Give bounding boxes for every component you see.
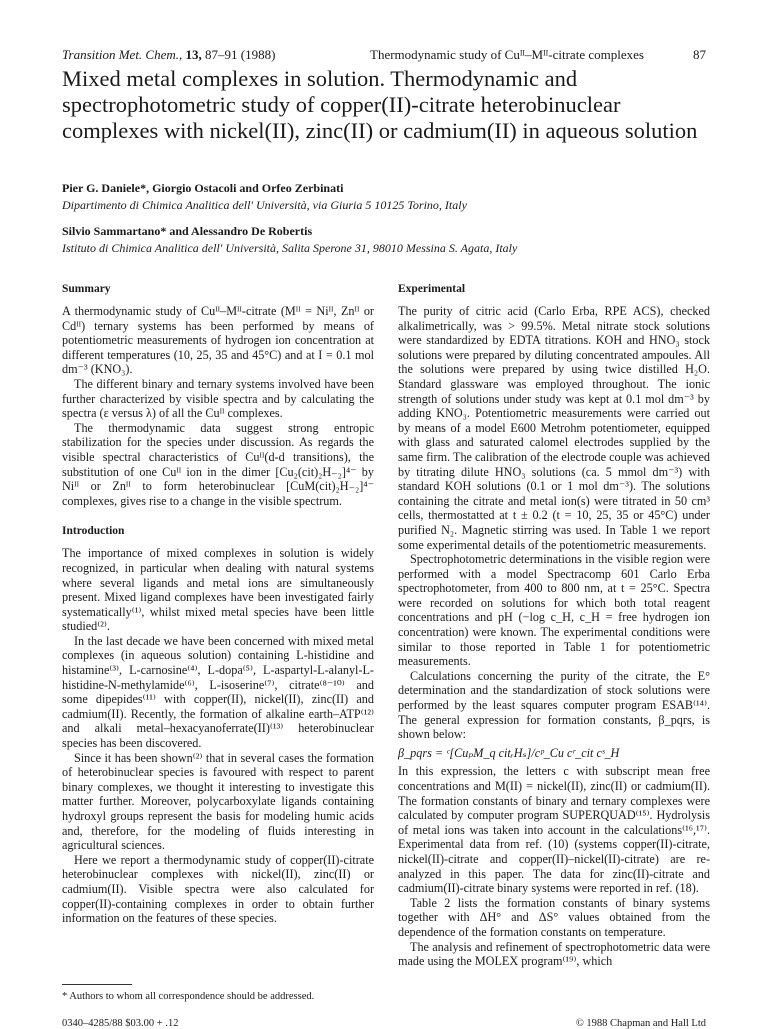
running-title: Thermodynamic study of Cuᴵᴵ–Mᴵᴵ-citrate complexes <box>370 47 644 62</box>
right-column <box>398 282 710 969</box>
experimental-paragraph-2: Spectrophotometric determinations in the visible region were performed with a model Spectracomp 601 Carlo Erba spectrophotometer, from 400 to 800 nm, at t = 25°C. Spectra were recorded on solutions for which both total reagent concentrations and pH (−log c_H, c_H = free hydrogen ion concentration) were known. The experimental conditions were similar to those reported in Table 1 for potentiometric measurements. <box>398 552 710 669</box>
formation-constant-equation: β_pqrs = ᶜ[CuₚM_q citᵣHₛ]/cᵖ_Cu cʳ_cit cˢ_H <box>398 745 620 760</box>
copyright: © 1988 Chapman and Hall Ltd <box>575 1018 706 1029</box>
summary-paragraph-3: The thermodynamic data suggest strong entropic stabilization for the species under discussion. As regards the visible spectral characteristics of Cuᴵᴵ(d-d transitions), the substitution of one Cuᴵᴵ ion in the dimer [Cu₂(cit)₂H₋₂]⁴⁻ by Niᴵᴵ or Znᴵᴵ to form heterobinuclear [CuM(cit)₂H₋₂]⁴⁻ complexes, gives rise to a change in the visible spectrum. <box>62 420 374 508</box>
journal-citation <box>62 46 275 64</box>
affiliation-1: Dipartimento di Chimica Analitica dell' Università, via Giuria 5 10125 Torino, Italy <box>62 198 467 212</box>
introduction-paragraph-3: Since it has been shown⁽²⁾ that in several cases the formation of heterobinuclear species is favoured with respect to parent binary complexes, we thought it interesting to investigate this matter further. Moreover, polycarboxylate ligands containing hydroxyl groups represent the basis for modeling humic acids and, therefore, for the modeling of fluids interesting in agricultural sciences. <box>62 750 374 853</box>
introduction-paragraph-4: Here we report a thermodynamic study of copper(II)-citrate heterobinuclear complexes with nickel(II), zinc(II) or cadmium(II). Visible spectra were also calculated for copper(II)-containing complexes in order to obtain further information on the features of these species. <box>62 852 374 926</box>
experimental-paragraph-3: Calculations concerning the purity of the citrate, the E° determination and the standardization of stock solutions were performed by the least squares computer program ESAB⁽¹⁴⁾. The general expression for formation constants, β_pqrs, is shown below: <box>398 668 710 742</box>
authors-group-1: Pier G. Daniele*, Giorgio Ostacoli and Orfeo Zerbinati <box>62 181 344 195</box>
footnote-divider <box>62 984 132 985</box>
page-number: 87 <box>693 47 706 62</box>
journal-name: Transition Met. Chem., <box>62 47 183 62</box>
journal-pages: 87–91 (1988) <box>205 47 276 62</box>
experimental-paragraph-5: Table 2 lists the formation constants of binary systems together with ΔH° and ΔS° values obtained from the dependence of the formation constants on temperature. <box>398 895 710 939</box>
experimental-heading: Experimental <box>398 283 466 295</box>
left-column <box>62 282 374 926</box>
introduction-paragraph-2: In the last decade we have been concerned with mixed metal complexes (in aqueous solution) containing L-histidine and histamine⁽³⁾, L-carnosine⁽⁴⁾, L-dopa⁽⁵⁾, L-aspartyl-L-alanyl-L-histidine-N-methylamide⁽⁶⁾, L-isoserine⁽⁷⁾, citrate⁽⁸⁻¹⁰⁾ and some dipepides⁽¹¹⁾ with copper(II), nickel(II), zinc(II) and cadmium(II). Recently, the formation of alkaline earth–ATP⁽¹²⁾ and alkali metal–hexacyanoferrate(II)⁽¹³⁾ heterobinuclear species has been discovered. <box>62 633 374 751</box>
authors-group-2: Silvio Sammartano* and Alessandro De Robertis <box>62 224 313 238</box>
article-title: Mixed metal complexes in solution. Thermodynamic and spectrophotometric study of copper(II)-citrate heterobinuclear complexes with nickel(II), zinc(II) or cadmium(II) in aqueous solution <box>62 66 698 143</box>
summary-paragraph-2: The different binary and ternary systems involved have been further characterized by visible spectra and by calculating the spectra (ε versus λ) of all the Cuᴵᴵ complexes. <box>62 376 374 421</box>
introduction-paragraph-1: The importance of mixed complexes in solution is widely recognized, in particular when dealing with natural systems where several ligands and metal ions are simultaneously present. Mixed ligand complexes have been investigated fairly systematically⁽¹⁾, whilst mixed metal species have been little studied⁽²⁾. <box>62 546 374 634</box>
journal-volume: 13, <box>185 47 202 62</box>
experimental-paragraph-6: The analysis and refinement of spectrophotometric data were made using the MOLEX program⁽¹⁹⁾, which <box>398 939 710 969</box>
affiliation-2: Istituto di Chimica Analitica dell' Università, Salita Sperone 31, 98010 Messina S. Agata, Italy <box>62 241 518 255</box>
running-head <box>62 46 706 64</box>
experimental-paragraph-4: In this expression, the letters c with subscript mean free concentrations and M(II) = nickel(II), zinc(II) or cadmium(II). The formation constants of binary and ternary complexes were calculated by computer program SUPERQUAD⁽¹⁵⁾. Hydrolysis of metal ions was taken into account in the calculations⁽¹⁶,¹⁷⁾. Experimental data from ref. (10) (systems copper(II)-citrate, nickel(II)-citrate and copper(II)–nickel(II)-citrate) are re-analyzed in this paper. The data for zinc(II)-citrate and cadmium(II)-citrate binary systems were reported in ref. (18). <box>398 764 710 896</box>
summary-paragraph-1: A thermodynamic study of Cuᴵᴵ–Mᴵᴵ-citrate (Mᴵᴵ = Niᴵᴵ, Znᴵᴵ or Cdᴵᴵ) ternary systems has been performed by means of potentiometric measurements of hydrogen ion concentration at different temperatures (10, 25, 35 and 45°C) and at I = 0.1 mol dm⁻³ (KNO₃). <box>62 304 374 377</box>
summary-heading: Summary <box>62 283 111 295</box>
footnote: * Authors to whom all correspondence should be addressed. <box>62 991 315 1002</box>
price-code: 0340–4285/88 $03.00 + .12 <box>62 1018 179 1029</box>
introduction-heading: Introduction <box>62 525 125 538</box>
experimental-paragraph-1: The purity of citric acid (Carlo Erba, RPE ACS), checked alkalimetrically, was > 99.5%. Metal nitrate stock solutions were standardized by EDTA titrations. KOH and HNO₃ stock solutions were prepared by diluting concentrated ampoules. All the solutions were prepared by using twice distilled H₂O. Standard glassware was employed throughout. The ionic strength of solutions under study was kept at 0.1 mol dm⁻³ by adding KNO₃. Potentiometric measurements were carried out by means of a model E600 Metrohm potentiometer, equipped with glass and saturated calomel electrodes supplied by the same firm. The calibration of the electrode couple was achieved by titrating dilute HNO₃ solutions (ca. 5 mmol dm⁻³) with standard KOH solutions (0.1 or 1 mol dm⁻³). The solutions containing the citrate and metal ion(s) were titrated in 50 cm³ cells, thermostatted at t ± 0.2 (t = 10, 25, 35 or 45°C) under purified N₂. Magnetic stirring was used. In Table 1 we report some experimental details of the potentiometric measurements. <box>398 304 710 552</box>
